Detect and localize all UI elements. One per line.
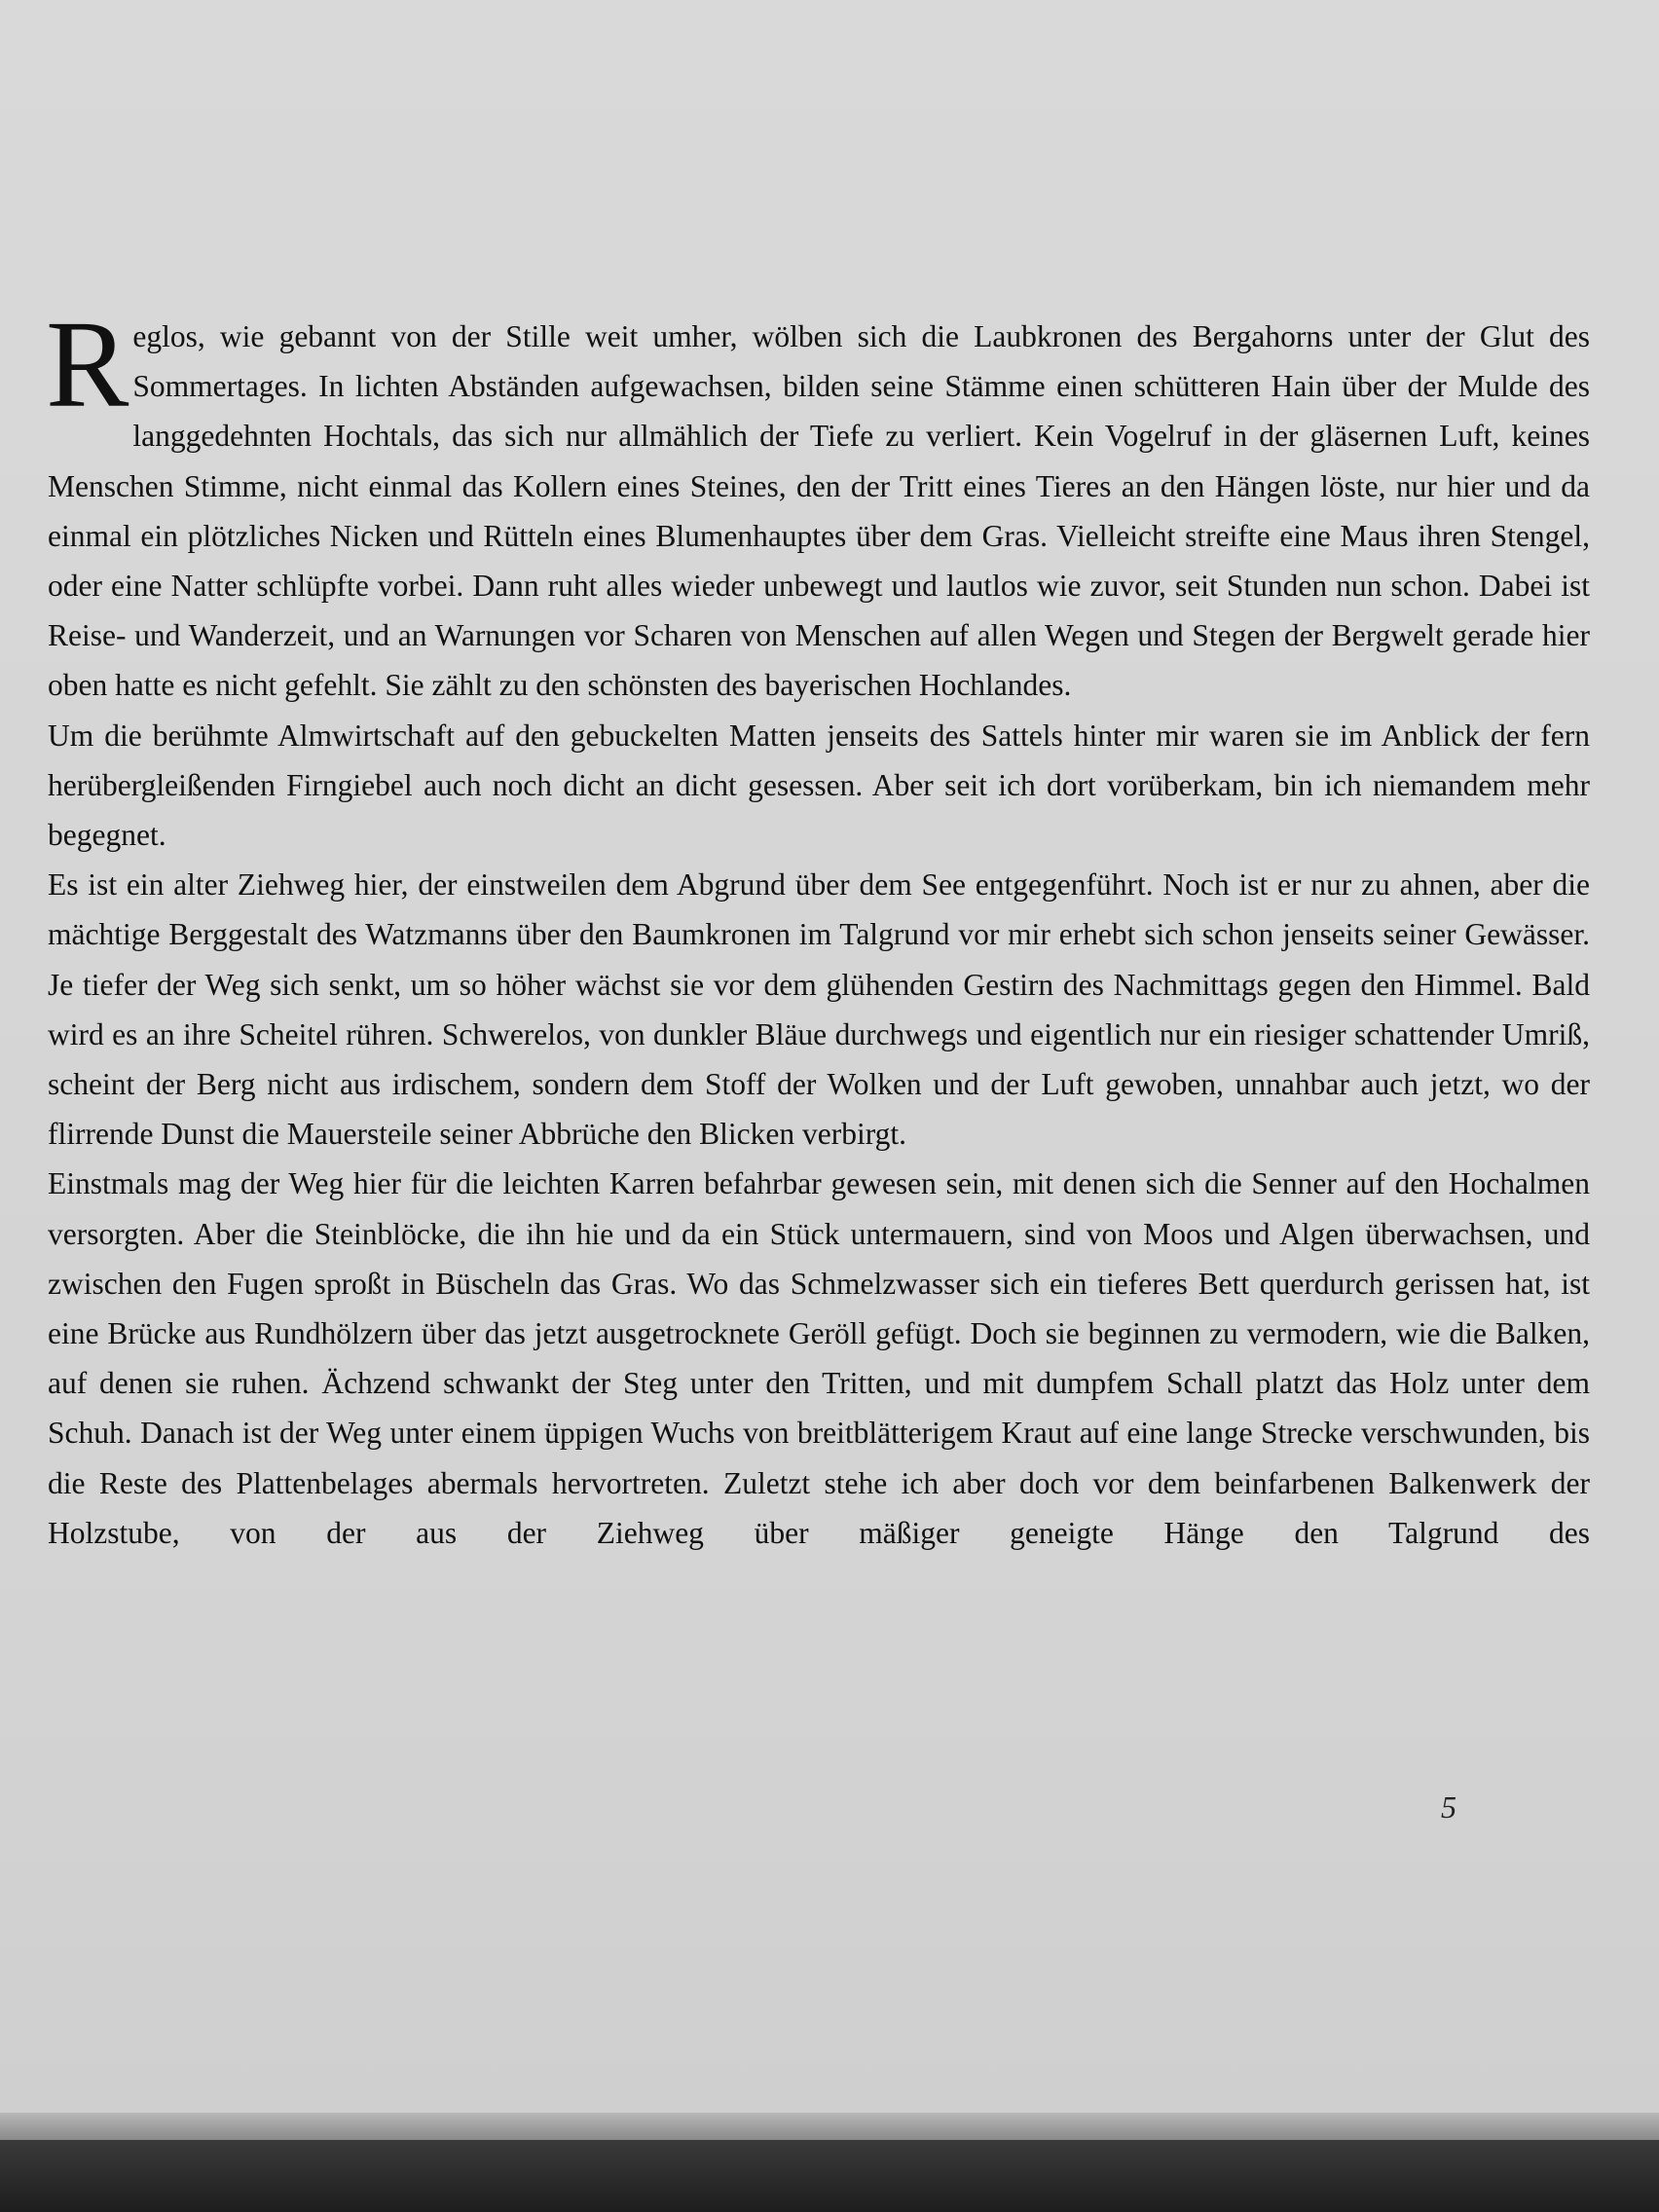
paragraph-3: Es ist ein alter Ziehweg hier, der einstweilen dem Abgrund über dem See entgegenführt. Noch ist er nur zu ahnen, aber die mächtige Berggestalt des Watzmanns über den Baumkronen im Talgrund vor mir erhebt sich schon jenseits seiner Gewässer. Je tiefer der Weg sich senkt, um so höher wächst sie vor dem glühenden Gestirn des Nachmittags gegen den Himmel. Bald wird es an ihre Scheitel rühren. Schwerelos, von dunkler Bläue durchwegs und eigentlich nur ein riesiger schattender Umriß, scheint der Berg nicht aus irdischem, sondern dem Stoff der Wolken und der Luft gewoben, unnahbar auch jetzt, wo der flirrende Dunst die Mauersteile seiner Abbrüche den Blicken verbirgt. bbox=[48, 867, 1590, 1152]
paragraph-4: Einstmals mag der Weg hier für die leichten Karren befahrbar gewesen sein, mit denen sich die Senner auf den Hochalmen versorgten. Aber die Steinblöcke, die ihn hie und da ein Stück untermauern, sind von Moos und Algen überwachsen, und zwischen den Fugen sproßt in Büscheln das Gras. Wo das Schmelzwasser sich ein tieferes Bett querdurch gerissen hat, ist eine Brücke aus Rundhölzern über das jetzt ausgetrocknete Geröll gefügt. Doch sie beginnen zu vermodern, wie die Balken, auf denen sie ruhen. Ächzend schwankt der Steg unter den Tritten, und mit dumpfem Schall platzt das Holz unter dem Schuh. Danach ist der Weg unter einem üppigen Wuchs von breitblätterigem Kraut auf eine lange Strecke verschwunden, bis die Reste des Plattenbelages abermals hervortreten. Zuletzt stehe ich aber doch vor dem beinfarbenen Balkenwerk der Holzstube, von der aus der Ziehweg über mäßiger geneigte Hänge den Talgrund des bbox=[48, 1166, 1590, 1550]
page-number: 5 bbox=[1441, 1789, 1456, 1825]
paragraph-1-text: eglos, wie gebannt von der Stille weit umher, wölben sich die Laubkronen des Bergahorns unter der Glut des Sommertages. In lichten Abständen aufgewachsen, bilden seine Stämme einen schütteren Hain über der Mulde des langgedehnten Hochtals, das sich nur allmählich der Tiefe zu verliert. Kein Vogelruf in der gläsernen Luft, keines Menschen Stimme, nicht einmal das Kollern eines Steines, den der Tritt eines Tieres an den Hängen löste, nur hier und da einmal ein plötzliches Nicken und Rütteln eines Blumenhauptes über dem Gras. Vielleicht streifte eine Maus ihren Stengel, oder eine Natter schlüpfte vorbei. Dann ruht alles wieder unbewegt und lautlos wie zuvor, seit Stunden nun schon. Dabei ist Reise- und Wanderzeit, und an Warnungen vor Scharen von Menschen auf allen Wegen und Stegen der Bergwelt gerade hier oben hatte es nicht gefehlt. Sie zählt zu den schönsten des bayerischen Hochlandes. bbox=[48, 319, 1590, 703]
table-surface bbox=[0, 2140, 1659, 2212]
paragraph-2: Um die berühmte Almwirtschaft auf den gebuckelten Matten jenseits des Sattels hinter mir waren sie im Anblick der fern herübergleißenden Firngiebel auch noch dicht an dicht gesessen. Aber seit ich dort vorüberkam, bin ich niemandem mehr begegnet. bbox=[48, 718, 1590, 853]
drop-cap: R bbox=[46, 295, 129, 433]
paragraph-1 bbox=[46, 295, 1590, 711]
body-text bbox=[46, 295, 1590, 1558]
page-edge bbox=[0, 2113, 1659, 2140]
